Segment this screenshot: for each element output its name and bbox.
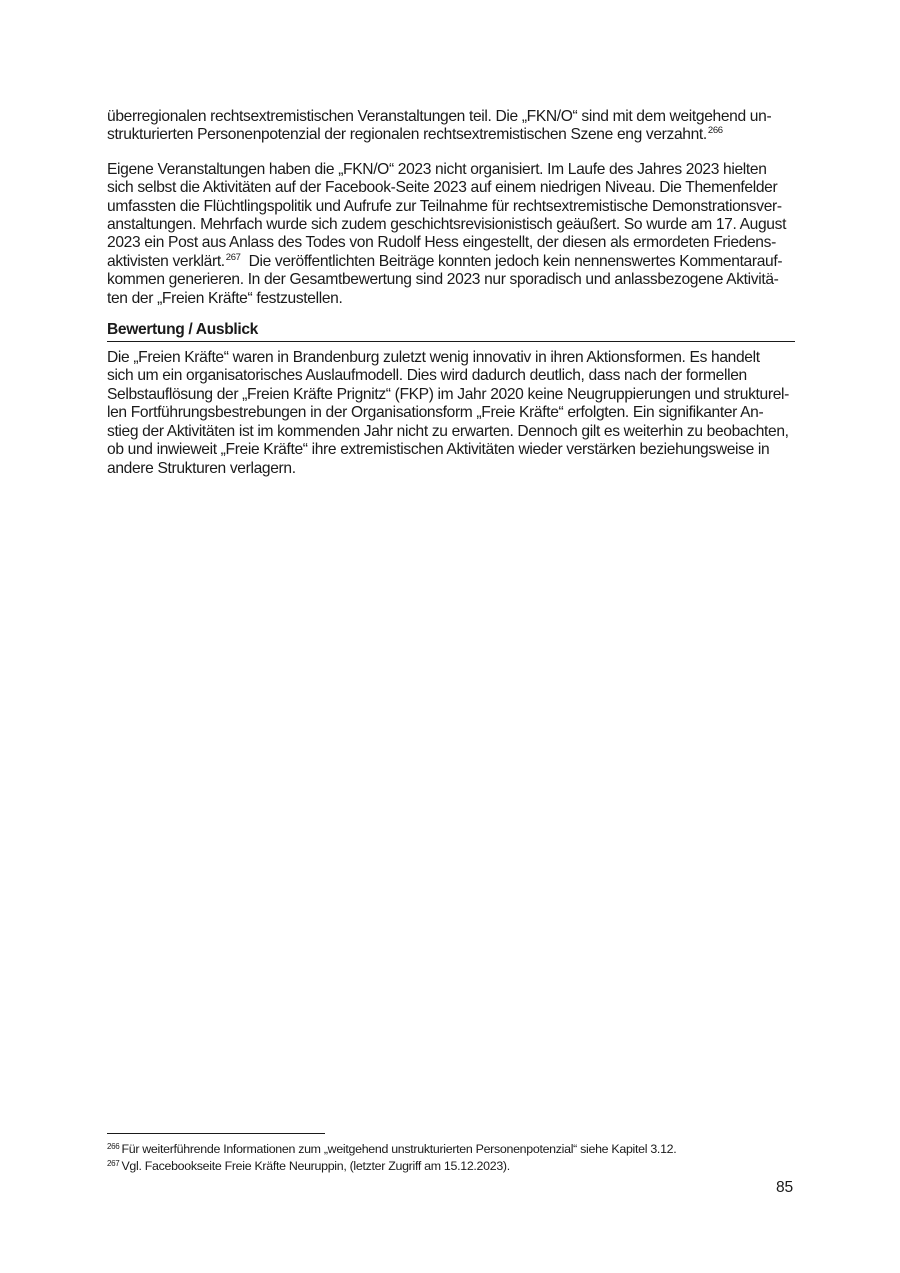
- text-line: anstaltungen. Mehrfach wurde sich zudem geschichtsrevisionistisch geäußert. So wurde am 17. August: [107, 216, 787, 234]
- footnote-266: [107, 1141, 797, 1158]
- footnote-text: Vgl. Facebookseite Freie Kräfte Neuruppin, (letzter Zugriff am 15.12.2023).: [121, 1159, 510, 1173]
- text-line: kommen generieren. In der Gesamtbewertung sind 2023 nur sporadisch und anlassbezogene Aktivitä-: [107, 271, 779, 289]
- footnotes: [107, 1141, 797, 1175]
- paragraph-1: [107, 108, 795, 145]
- text-line: Selbstauflösung der „Freien Kräfte Prignitz“ (FKP) im Jahr 2020 keine Neugruppierungen und strukturel-: [107, 385, 789, 403]
- footnote-ref-266[interactable]: 266: [707, 125, 723, 137]
- page-number: 85: [776, 1179, 793, 1196]
- text-line: [107, 126, 795, 144]
- footnote-number: 266: [107, 1142, 120, 1151]
- paragraph-2: [107, 161, 795, 308]
- text-segment: aktivisten verklärt.: [107, 252, 225, 270]
- text-line: Die „Freien Kräfte“ waren in Brandenburg zuletzt wenig innovativ in ihren Aktionsformen. Es handelt: [107, 349, 760, 367]
- footnote-267: [107, 1158, 797, 1175]
- section-heading: Bewertung / Ausblick: [107, 321, 795, 342]
- text-line: ob und inwieweit „Freie Kräfte“ ihre extremistischen Aktivitäten wieder verstärken beziehungsweise in: [107, 441, 770, 459]
- footnote-ref-267[interactable]: 267: [225, 251, 241, 263]
- paragraph-3: [107, 349, 795, 478]
- text-line: stieg der Aktivitäten ist im kommenden Jahr nicht zu erwarten. Dennoch gilt es weiterhin zu beobachten,: [107, 422, 789, 440]
- text-line: [107, 253, 795, 271]
- text-line: überregionalen rechtsextremistischen Veranstaltungen teil. Die „FKN/O“ sind mit dem weitgehend un-: [107, 108, 772, 125]
- text-line: ten der „Freien Kräfte“ festzustellen.: [107, 289, 343, 307]
- text-line: sich selbst die Aktivitäten auf der Facebook-Seite 2023 auf einem niedrigen Niveau. Die Themenfelder: [107, 179, 778, 197]
- text-segment: strukturierten Personenpotenzial der regionalen rechtsextremistischen Szene eng verzahnt.: [107, 126, 707, 144]
- footnote-text: Für weiterführende Informationen zum „weitgehend unstrukturierten Personenpotenzial“ siehe Kapitel 3.12.: [121, 1142, 677, 1156]
- footnote-divider: [107, 1133, 325, 1134]
- text-line: sich um ein organisatorisches Auslaufmodell. Dies wird dadurch deutlich, dass nach der formellen: [107, 367, 747, 385]
- text-line: andere Strukturen verlagern.: [107, 459, 296, 477]
- text-line: len Fortführungsbestrebungen in der Organisationsform „Freie Kräfte“ erfolgten. Ein signifikanter An-: [107, 404, 764, 422]
- text-line: Eigene Veranstaltungen haben die „FKN/O“ 2023 nicht organisiert. Im Laufe des Jahres 2023 hielten: [107, 160, 767, 178]
- text-line: 2023 ein Post aus Anlass des Todes von Rudolf Hess eingestellt, der diesen als ermordeten Friedens-: [107, 234, 776, 252]
- footnote-number: 267: [107, 1159, 120, 1168]
- page-body: [107, 108, 795, 478]
- text-line: umfassten die Flüchtlingspolitik und Aufrufe zur Teilnahme für rechtsextremistische Demonstrationsver-: [107, 197, 782, 215]
- text-segment: Die veröffentlichten Beiträge konnten jedoch kein nennenswertes Kommentarauf-: [248, 252, 783, 270]
